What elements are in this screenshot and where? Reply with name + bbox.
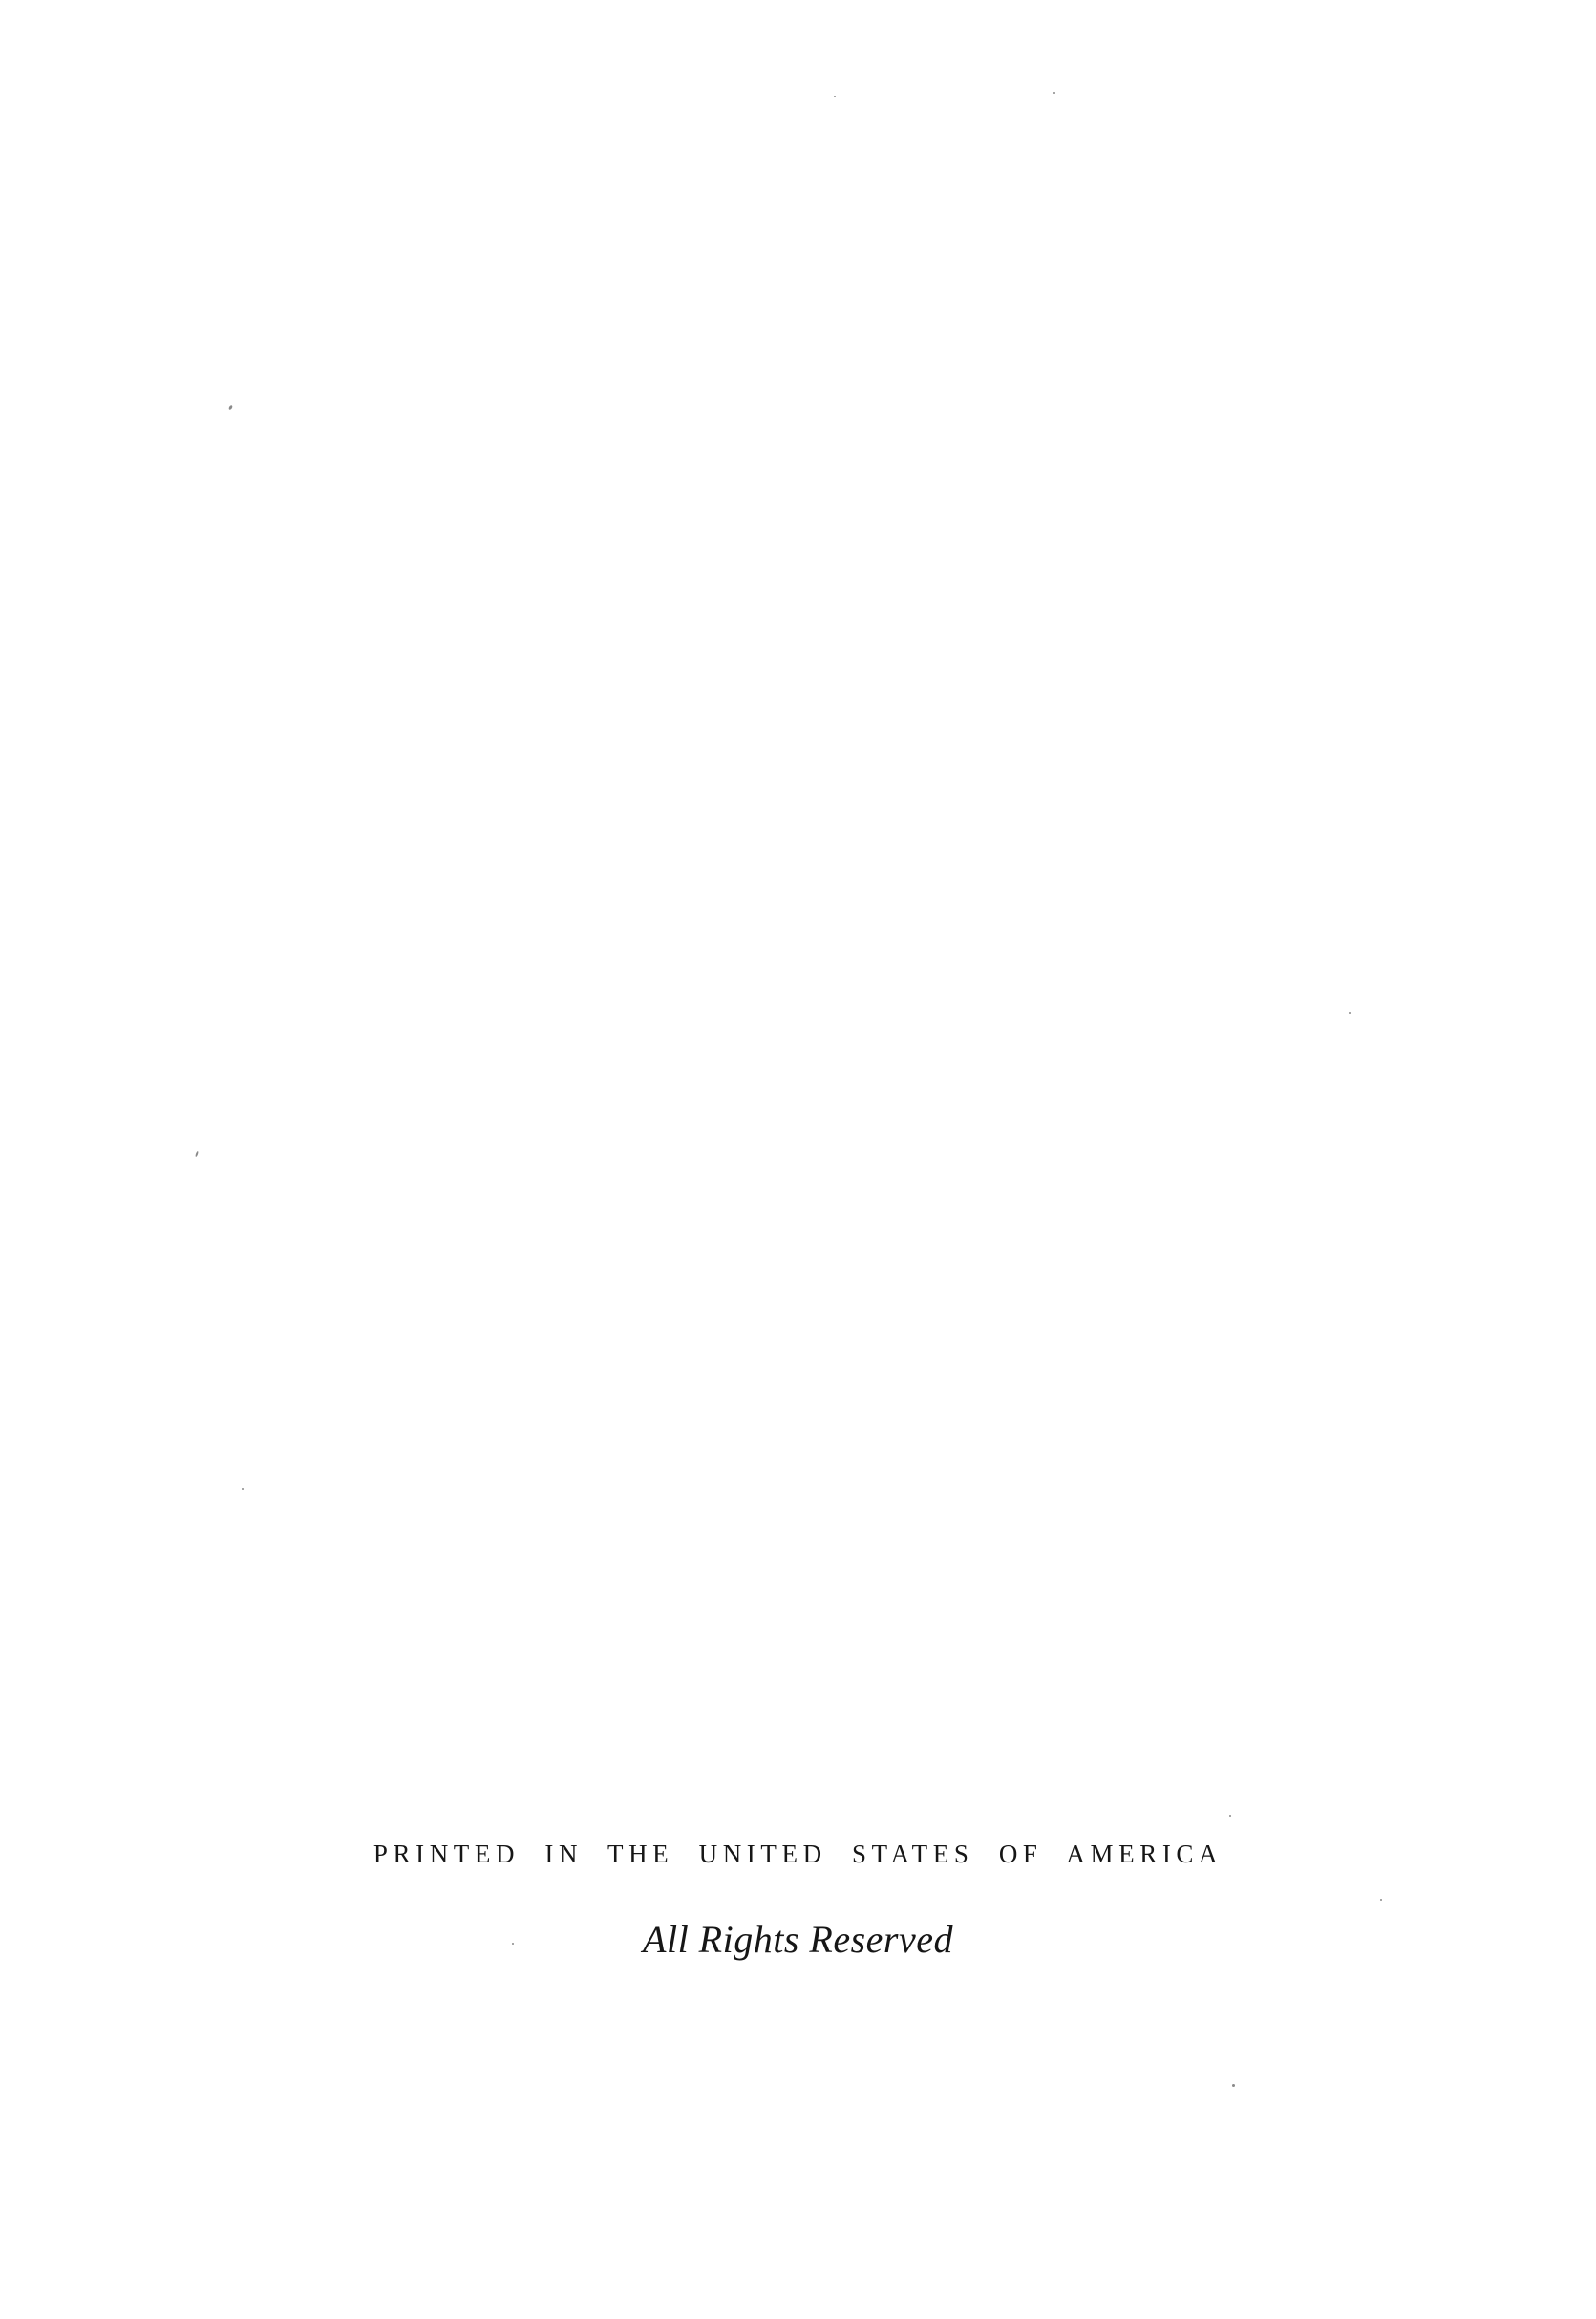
scan-speck [228,405,233,411]
scan-speck [834,96,836,97]
scan-speck [1229,1815,1231,1817]
scan-speck [1349,1012,1351,1014]
scan-speck [195,1151,199,1157]
scan-speck [1053,92,1055,94]
scan-speck [1232,2084,1235,2087]
imprint-block [0,1841,1596,1959]
rights-reserved-line: All Rights Reserved [643,1918,953,1961]
scan-speck [242,1488,244,1490]
printed-in-line: PRINTED IN THE UNITED STATES OF AMERICA [372,1840,1224,1868]
